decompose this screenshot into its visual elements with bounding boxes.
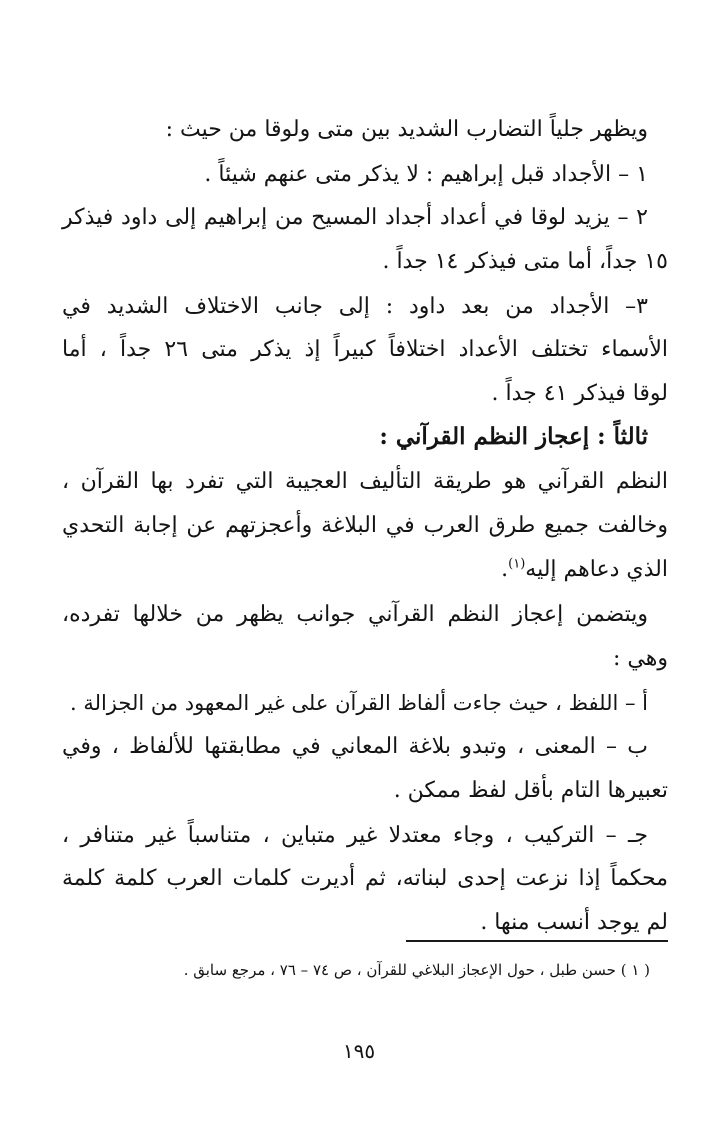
text-line-2: ١ – الأجداد قبل إبراهيم : لا يذكر متى عنهم شيئاً . [204,162,648,187]
list-item-b-continued: تعبيرها التام بأقل لفظ ممكن . [393,778,668,803]
text-line-13: وهي : [613,646,668,671]
text-line-5: ٣– الأجداد من بعد داود : إلى جانب الاختلاف الشديد في [62,294,648,319]
footnote: ( ١ ) حسن طبل ، حول الإعجاز البلاغي للقرآن ، ص ٧٤ – ٧٦ ، مرجع سابق . [183,961,650,979]
text-line-10: وخالفت جميع طرق العرب في البلاغة وأعجزتهم عن إجابة التحدي [62,513,668,538]
list-item-c-continued-2: لم يوجد أنسب منها . [480,910,668,935]
footnote-separator [406,940,668,942]
text-line-1: ويظهر جلياً التضارب الشديد بين متى ولوقا من حيث : [165,117,648,142]
book-page [62,0,668,1140]
text-line-11-end: . [501,557,509,582]
text-line-11 [62,549,668,591]
list-item-c-continued-1: محكماً إذا نزعت إحدى لبناته، ثم أديرت كلمات العرب كلمة كلمة [62,866,668,891]
section-heading: ثالثاً : إعجاز النظم القرآني : [379,423,648,450]
footnote-reference-mark: (١) [508,556,526,572]
list-item-b: ب – المعنى ، وتبدو بلاغة المعاني في مطابقتها للألفاظ ، وفي [62,734,648,759]
text-line-3: ٢ – يزيد لوقا في أعداد أجداد المسيح من إبراهيم إلى داود فيذكر [62,205,648,230]
text-line-11-body: الذي دعاهم إليه [525,557,668,582]
list-item-a: أ – اللفظ ، حيث جاءت ألفاظ القرآن على غير المعهود من الجزالة . [69,691,648,715]
text-line-6: الأسماء تختلف الأعداد اختلافاً كبيراً إذ يذكر متى ٢٦ جداً ، أما [62,337,668,362]
text-line-9: النظم القرآني هو طريقة التأليف العجيبة التي تفرد بها القرآن ، [62,469,668,494]
list-item-c: جـ – التركيب ، وجاء معتدلا غير متباين ، متناسباً غير متنافر ، [62,823,648,848]
text-line-7: لوقا فيذكر ٤١ جداً . [491,381,668,406]
text-line-12: ويتضمن إعجاز النظم القرآني جوانب يظهر من خلالها تفرده، [62,602,648,627]
page-number: ١٩٥ [342,1039,376,1063]
text-line-4: ١٥ جداً، أما متى فيذكر ١٤ جداً . [382,249,668,274]
